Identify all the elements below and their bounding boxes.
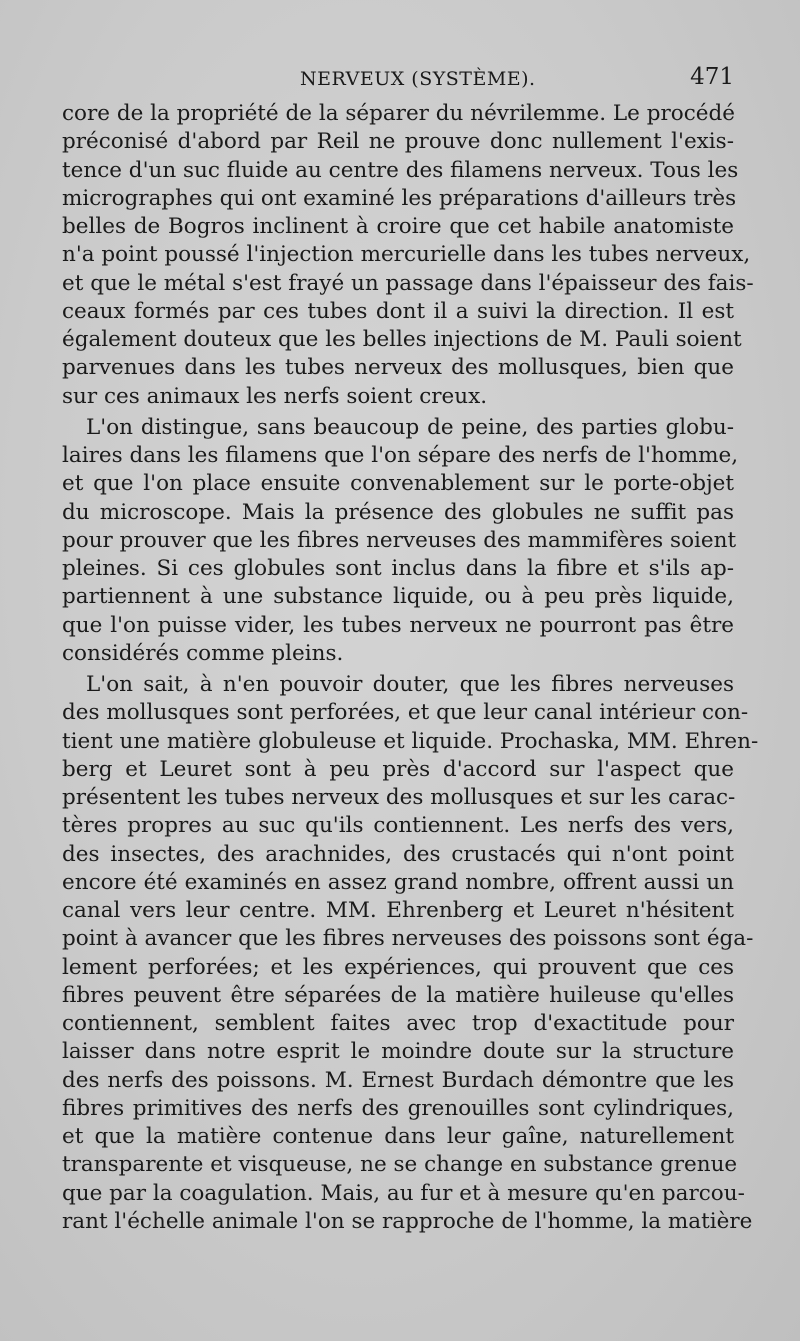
text-line: belles de Bogros inclinent à croire que cet habile anatomiste — [62, 214, 734, 239]
running-head: NERVEUX (SYSTÈME). — [300, 68, 536, 90]
text-line: des insectes, des arachnides, des crustacés qui n'ont point — [62, 841, 734, 867]
text-line: encore été examinés en assez grand nombre, offrent aussi un — [62, 869, 734, 895]
paragraph-3 — [62, 671, 759, 1236]
paragraph-1 — [62, 100, 754, 411]
text-line: point à avancer que les fibres nerveuses des poissons sont éga- — [62, 926, 754, 952]
text-line: et que le métal s'est frayé un passage dans l'épaisseur des fais- — [62, 270, 754, 296]
text-line: présentent les tubes nerveux des mollusques et sur les carac- — [62, 785, 736, 810]
text-line: n'a point poussé l'injection mercurielle dans les tubes nerveux, — [62, 242, 751, 268]
text-line: contiennent, semblent faites avec trop d'exactitude pour — [62, 1011, 734, 1036]
text-line: berg et Leuret sont à peu près d'accord sur l'aspect que — [62, 756, 734, 782]
text-line: pleines. Si ces globules sont inclus dans la fibre et s'ils ap- — [62, 556, 734, 581]
text-line: tence d'un suc fluide au centre des filamens nerveux. Tous les — [62, 157, 739, 183]
paragraph-2 — [62, 414, 739, 668]
text-line: laires dans les filamens que l'on sépare des nerfs de l'homme, — [62, 443, 739, 468]
text-line: tient une matière globuleuse et liquide. Prochaska, MM. Ehren- — [62, 728, 759, 754]
text-line: micrographes qui ont examiné les préparations d'ailleurs très — [62, 185, 737, 211]
text-line: lement perforées; et les expériences, qui prouvent que ces — [62, 954, 734, 980]
text-line: du microscope. Mais la présence des globules ne suffit pas — [62, 499, 734, 525]
text-line: fibres peuvent être séparées de la matière huileuse qu'elles — [62, 982, 734, 1008]
text-line: L'on sait, à n'en pouvoir douter, que les fibres nerveuses — [86, 672, 734, 697]
text-line: L'on distingue, sans beaucoup de peine, des parties globu- — [86, 414, 734, 440]
text-line: des nerfs des poissons. M. Ernest Burdach démontre que les — [62, 1067, 734, 1093]
page-number: 471 — [690, 64, 734, 90]
page-header — [62, 62, 734, 96]
text-line: tères propres au suc qu'ils contiennent. Les nerfs des vers, — [62, 813, 734, 839]
text-line: préconisé d'abord par Reil ne prouve donc nullement l'exis- — [62, 129, 734, 155]
text-line: parvenues dans les tubes nerveux des mollusques, bien que — [62, 355, 734, 381]
text-line: canal vers leur centre. MM. Ehrenberg et Leuret n'hésitent — [62, 898, 734, 923]
text-line: pour prouver que les fibres nerveuses des mammifères soient — [62, 527, 737, 553]
text-line: laisser dans notre esprit le moindre doute sur la structure — [62, 1039, 734, 1065]
text-line: rant l'échelle animale l'on se rapproche de l'homme, la matière — [62, 1208, 753, 1234]
text-line: transparente et visqueuse, ne se change en substance grenue — [62, 1152, 738, 1178]
text-line: que l'on puisse vider, les tubes nerveux ne pourront pas être — [62, 612, 734, 638]
body-text — [62, 100, 759, 1236]
text-line: considérés comme pleins. — [62, 640, 344, 666]
text-line: sur ces animaux les nerfs soient creux. — [62, 383, 488, 409]
text-line: partiennent à une substance liquide, ou à peu près liquide, — [62, 584, 734, 610]
text-line: fibres primitives des nerfs des grenouilles sont cylindriques, — [62, 1095, 734, 1121]
text-line: et que la matière contenue dans leur gaîne, naturellement — [62, 1124, 734, 1149]
text-line: et que l'on place ensuite convenablement sur le porte-objet — [62, 471, 734, 497]
text-line: également douteux que les belles injections de M. Pauli soient — [62, 327, 742, 352]
text-line: des mollusques sont perforées, et que leur canal intérieur con- — [62, 700, 749, 726]
text-line: que par la coagulation. Mais, au fur et à mesure qu'en parcou- — [62, 1180, 745, 1206]
text-line: core de la propriété de la séparer du névrilemme. Le procédé — [62, 101, 735, 126]
text-line: ceaux formés par ces tubes dont il a suivi la direction. Il est — [62, 298, 734, 324]
